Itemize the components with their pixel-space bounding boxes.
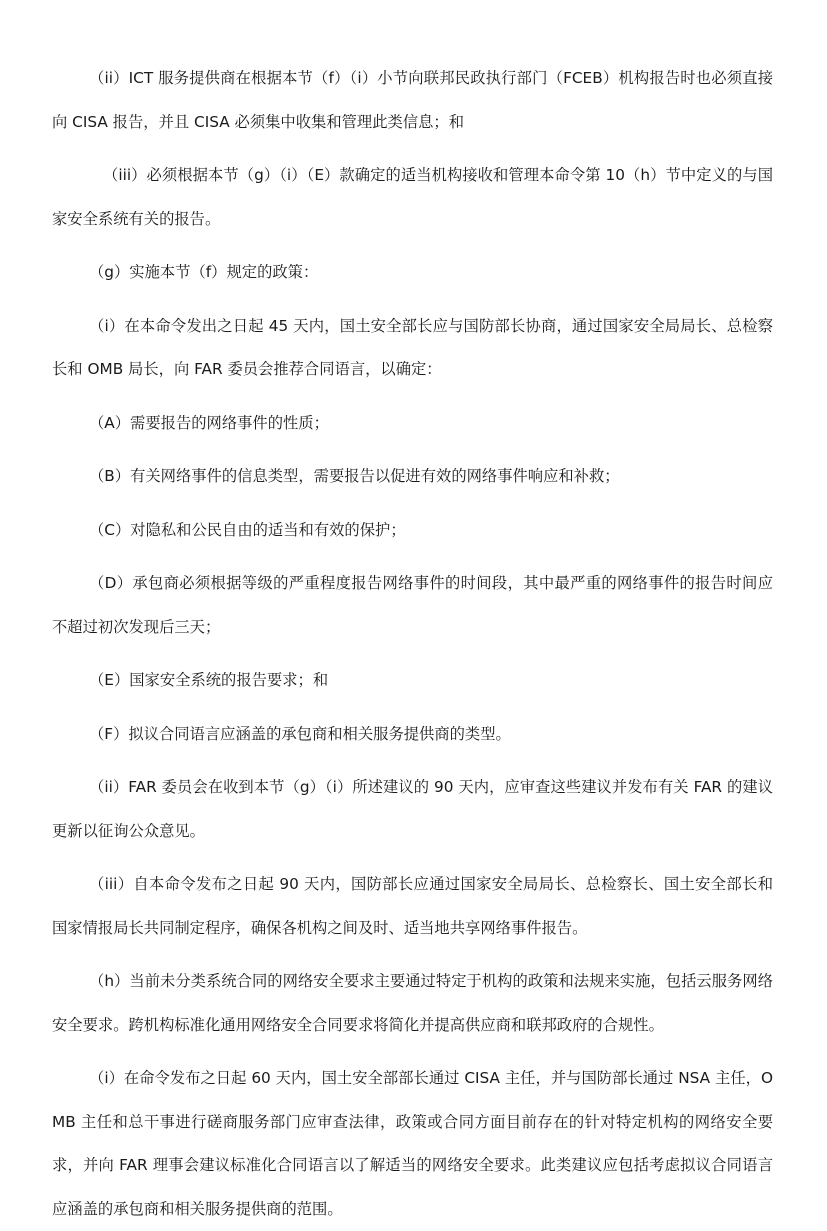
paragraph-g-i-c: （C）对隐私和公民自由的适当和有效的保护； (89, 520, 406, 539)
paragraph-g-ii: （ii）FAR 委员会在收到本节（g）（i）所述建议的 90 天内，应审查这些建议并发布有关 FAR 的建议更新以征询公众意见。 (52, 778, 773, 840)
paragraph-f-ii: （ii）ICT 服务提供商在根据本节（f）（i）小节向联邦民政执行部门（FCEB）机构报告时也必须直接向 CISA 报告，并且 CISA 必须集中收集和管理此类信息；和 (52, 69, 773, 131)
paragraph-g-i-b: （B）有关网络事件的信息类型，需要报告以促进有效的网络事件响应和补救； (89, 467, 620, 485)
paragraph-g-i: （i）在本命令发出之日起 45 天内，国土安全部长应与国防部长协商，通过国家安全局局长、总检察长和 OMB 局长，向 FAR 委员会推荐合同语言，以确定： (52, 316, 773, 378)
paragraph-h: （h）当前未分类系统合同的网络安全要求主要通过特定于机构的政策和法规来实施，包括云服务网络安全要求。跨机构标准化通用网络安全合同要求将简化并提高供应商和联邦政府的合规性。 (52, 972, 773, 1034)
paragraph-g-i-d: （D）承包商必须根据等级的严重程度报告网络事件的时间段，其中最严重的网络事件的报告时间应不超过初次发现后三天； (52, 574, 773, 636)
paragraph-g-iii: （iii）自本命令发布之日起 90 天内，国防部长应通过国家安全局局长、总检察长、国土安全部长和国家情报局长共同制定程序，确保各机构之间及时、适当地共享网络事件报告。 (52, 875, 773, 937)
paragraph-g-i-f: （F）拟议合同语言应涵盖的承包商和相关服务提供商的类型。 (89, 724, 511, 743)
paragraph-g-i-a: （A）需要报告的网络事件的性质； (89, 413, 329, 432)
paragraph-g-i-e: （E）国家安全系统的报告要求；和 (89, 671, 329, 689)
paragraph-f-iii: （iii）必须根据本节（g）（i）（E）款确定的适当机构接收和管理本命令第 10（h）节中定义的与国家安全系统有关的报告。 (52, 166, 773, 228)
paragraph-g-heading: （g）实施本节（f）规定的政策： (89, 263, 319, 281)
paragraph-h-i: （i）在命令发布之日起 60 天内，国土安全部部长通过 CISA 主任，并与国防部长通过 NSA 主任，OMB 主任和总干事进行磋商服务部门应审查法律，政策或合同方面目前存在的针对特定机构的网络安全要求，并向 FAR 理事会建议标准化合同语言以了解适当的网络安全要求。此类建议应包括考虑拟议合同语言应涵盖的承包商和相关服务提供商的范围。 (52, 1069, 773, 1218)
